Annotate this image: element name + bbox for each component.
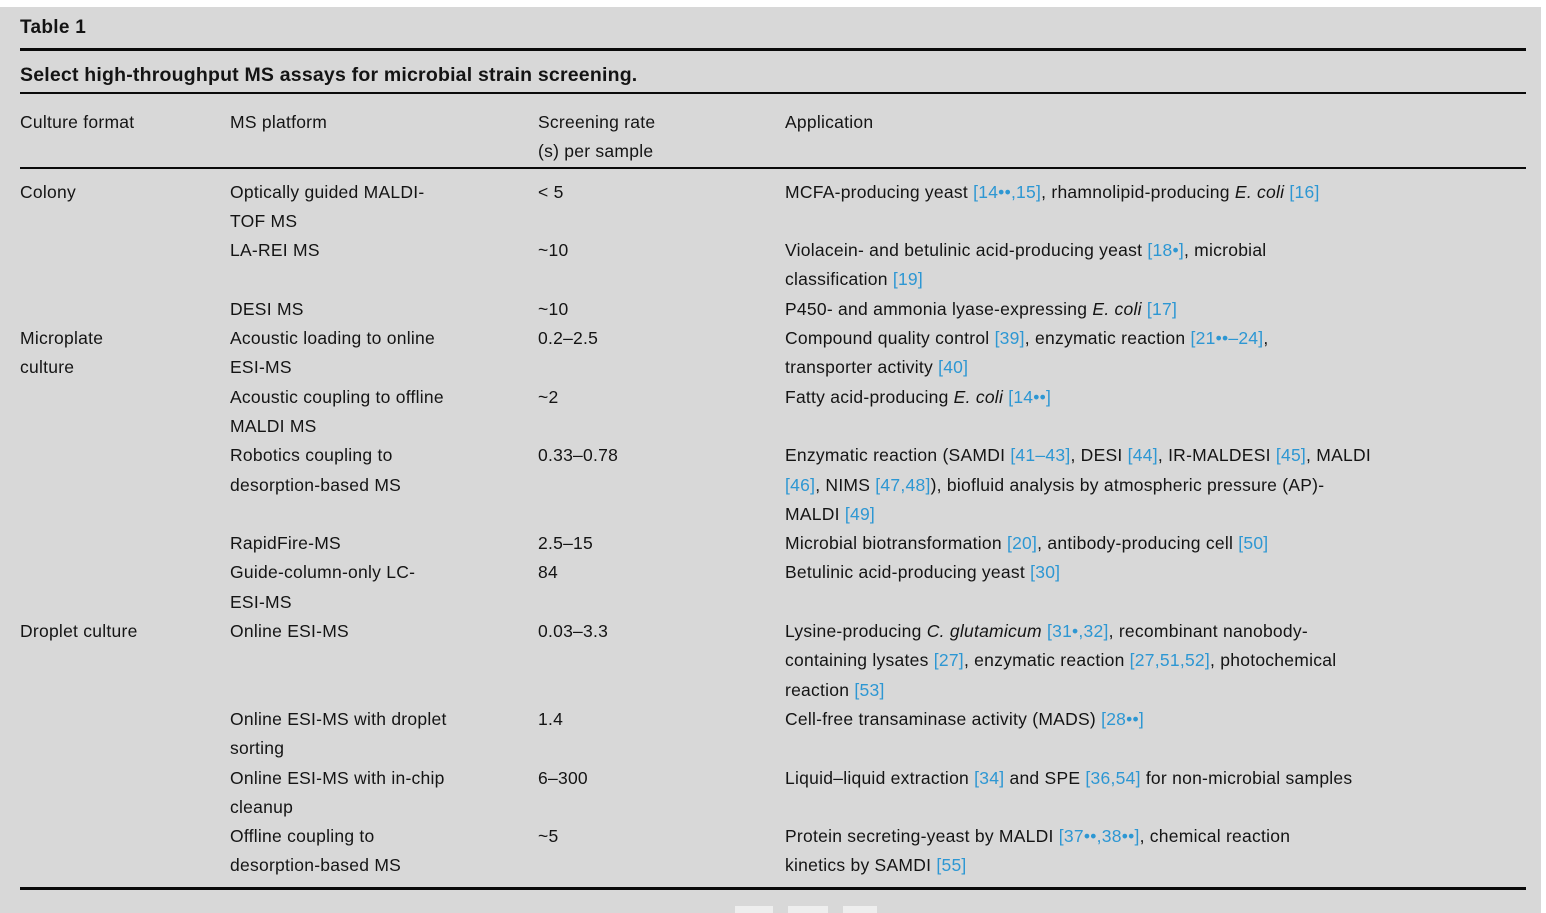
application-cell <box>785 441 1526 529</box>
cell-line: cleanup <box>230 796 294 817</box>
cutoff-fragment <box>788 906 828 913</box>
citation-link[interactable]: [17] <box>1146 298 1178 319</box>
cell-line: culture <box>20 357 75 378</box>
text-segment: transporter activity <box>785 357 939 378</box>
application-cell <box>785 822 1526 881</box>
cell-line <box>785 764 1526 793</box>
citation-link[interactable]: [28••] <box>1101 708 1145 729</box>
table-row <box>20 705 1526 764</box>
application-cell <box>785 764 1526 823</box>
citation-link[interactable]: [39] <box>994 328 1025 349</box>
cell-line: Colony <box>20 181 76 202</box>
cell-line: Acoustic coupling to offline <box>230 386 444 407</box>
rule-under-table-label <box>20 48 1526 51</box>
text-segment: P450- and ammonia lyase-expressing <box>785 298 1093 319</box>
table-row <box>20 295 1526 324</box>
citation-link[interactable]: [30] <box>1030 562 1061 583</box>
application-cell <box>785 705 1526 764</box>
application-cell <box>785 529 1526 558</box>
application-cell <box>785 383 1526 442</box>
citation-link[interactable]: [37••,38••] <box>1058 826 1140 847</box>
cell-line <box>785 851 1526 880</box>
cell-line <box>785 353 1526 382</box>
citation-link[interactable]: [14••,15] <box>973 181 1042 202</box>
column-header-label: Screening rate <box>538 112 656 132</box>
citation-link[interactable]: [36,54] <box>1085 767 1141 788</box>
text-segment: Lysine-producing <box>785 621 927 642</box>
ms-platform-cell <box>230 441 538 529</box>
text-segment: , rhamnolipid-producing <box>1041 181 1235 202</box>
application-cell <box>785 617 1526 705</box>
screening-rate-cell: 0.2–2.5 <box>538 328 599 349</box>
text-segment: E. coli <box>953 386 1004 407</box>
screening-rate-cell: 0.03–3.3 <box>538 621 609 642</box>
table-row <box>20 529 1526 558</box>
cell-line: Robotics coupling to <box>230 445 393 466</box>
citation-link[interactable]: [16] <box>1289 181 1320 202</box>
application-cell <box>785 324 1526 383</box>
citation-link[interactable]: [41–43] <box>1010 445 1071 466</box>
cell-line <box>785 529 1526 558</box>
text-segment: classification <box>785 269 893 290</box>
cell-line <box>785 646 1526 675</box>
citation-link[interactable]: [45] <box>1275 445 1307 466</box>
screening-rate-cell: 0.33–0.78 <box>538 445 619 466</box>
text-segment: Protein secreting-yeast by MALDI <box>785 826 1059 847</box>
column-header-label: Culture format <box>20 112 135 132</box>
culture-format-cell <box>20 178 230 237</box>
culture-format-cell <box>20 529 230 558</box>
page-margin-strip <box>0 0 1546 7</box>
table-body <box>20 169 1526 887</box>
ms-platform-cell <box>230 324 538 383</box>
text-segment: reaction <box>785 679 855 700</box>
text-segment: Betulinic acid-producing yeast <box>785 562 1031 583</box>
cell-line: Online ESI-MS with in-chip <box>230 767 445 788</box>
application-cell <box>785 558 1526 617</box>
citation-link[interactable]: [31•,32] <box>1046 621 1109 642</box>
cell-line <box>785 295 1526 324</box>
cell-line <box>785 471 1526 500</box>
text-segment: , MALDI <box>1306 445 1372 466</box>
text-segment: Compound quality control <box>785 328 995 349</box>
cell-line: TOF MS <box>230 210 298 231</box>
ms-platform-cell <box>230 617 538 705</box>
cell-line: ESI-MS <box>230 591 292 612</box>
table-content <box>20 7 1526 890</box>
culture-format-cell <box>20 558 230 617</box>
table-row <box>20 383 1526 442</box>
table-row <box>20 558 1526 617</box>
culture-format-cell <box>20 617 230 705</box>
column-header-sublabel: (s) per sample <box>538 141 654 162</box>
text-segment: , recombinant nanobody- <box>1108 621 1308 642</box>
text-segment: E. coli <box>1234 181 1285 202</box>
citation-link[interactable]: [49] <box>844 503 876 524</box>
table-row <box>20 178 1526 237</box>
citation-link[interactable]: [53] <box>854 679 885 700</box>
ms-platform-cell <box>230 529 538 558</box>
ms-platform-cell <box>230 822 538 881</box>
text-segment: , DESI <box>1070 445 1128 466</box>
text-segment: , chemical reaction <box>1139 826 1291 847</box>
cell-line: Microplate <box>20 328 104 349</box>
cell-line <box>785 178 1526 207</box>
text-segment: Microbial biotransformation <box>785 533 1007 554</box>
citation-link[interactable]: [18•] <box>1147 240 1184 261</box>
cell-line: DESI MS <box>230 298 304 319</box>
column-header-label: Application <box>785 112 874 132</box>
text-segment: Enzymatic reaction (SAMDI <box>785 445 1011 466</box>
screening-rate-cell: 84 <box>538 562 558 583</box>
text-segment: , <box>1263 328 1269 349</box>
text-segment: , enzymatic reaction <box>963 650 1130 671</box>
application-cell <box>785 178 1526 237</box>
citation-link[interactable]: [55] <box>936 855 967 876</box>
column-header-screening-rate <box>538 108 785 167</box>
culture-format-cell <box>20 295 230 324</box>
ms-platform-cell <box>230 295 538 324</box>
cell-line <box>785 236 1526 265</box>
cell-line: Optically guided MALDI- <box>230 181 425 202</box>
cell-line <box>785 617 1526 646</box>
text-segment: containing lysates <box>785 650 934 671</box>
citation-link[interactable]: [21••–24] <box>1190 328 1264 349</box>
text-segment: , antibody-producing cell <box>1037 533 1239 554</box>
text-segment: Violacein- and betulinic acid-producing yeast <box>785 240 1148 261</box>
text-segment: and SPE <box>1004 767 1086 788</box>
application-cell <box>785 295 1526 324</box>
cell-line: Guide-column-only LC- <box>230 562 416 583</box>
cell-line: RapidFire-MS <box>230 533 341 554</box>
citation-link[interactable]: [27,51,52] <box>1129 650 1211 671</box>
citation-link[interactable]: [14••] <box>1008 386 1052 407</box>
text-segment: MCFA-producing yeast <box>785 181 974 202</box>
culture-format-cell <box>20 441 230 529</box>
text-segment: E. coli <box>1092 298 1142 319</box>
table-row <box>20 764 1526 823</box>
text-segment: , microbial <box>1183 240 1267 261</box>
cell-line: Offline coupling to <box>230 826 375 847</box>
application-cell <box>785 236 1526 295</box>
cell-line <box>785 265 1526 294</box>
rule-bottom <box>20 887 1526 890</box>
ms-platform-cell <box>230 558 538 617</box>
culture-format-cell <box>20 236 230 295</box>
citation-link[interactable]: [46] <box>785 474 816 495</box>
culture-format-cell <box>20 324 230 383</box>
screening-rate-cell: < 5 <box>538 181 564 202</box>
culture-format-cell <box>20 705 230 764</box>
ms-platform-cell <box>230 236 538 295</box>
cell-line <box>785 558 1526 587</box>
citation-link[interactable]: [20] <box>1006 533 1038 554</box>
culture-format-cell <box>20 822 230 881</box>
cell-line: LA-REI MS <box>230 240 320 261</box>
text-segment: kinetics by SAMDI <box>785 855 937 876</box>
cell-line: ESI-MS <box>230 357 292 378</box>
cell-line: desorption-based MS <box>230 855 402 876</box>
text-segment: Liquid–liquid extraction <box>785 767 975 788</box>
cell-line <box>785 705 1526 734</box>
citation-link[interactable]: [19] <box>892 269 924 290</box>
citation-link[interactable]: [40] <box>938 357 969 378</box>
cell-line <box>785 822 1526 851</box>
screening-rate-cell: ~10 <box>538 298 569 319</box>
culture-format-cell <box>20 383 230 442</box>
screening-rate-cell: 2.5–15 <box>538 533 594 554</box>
screening-rate-cell: ~10 <box>538 240 569 261</box>
table-row <box>20 324 1526 383</box>
text-segment: , IR-MALDESI <box>1157 445 1276 466</box>
citation-link[interactable]: [50] <box>1238 533 1269 554</box>
cell-line <box>785 441 1526 470</box>
screening-rate-cell: 1.4 <box>538 708 564 729</box>
text-segment: ), biofluid analysis by atmospheric pressure (AP)- <box>930 474 1325 495</box>
table-header-row <box>20 94 1526 167</box>
cell-line: sorting <box>230 738 285 759</box>
cell-line <box>785 676 1526 705</box>
cell-line <box>785 383 1526 412</box>
cell-line: Online ESI-MS <box>230 621 349 642</box>
text-segment: , photochemical <box>1210 650 1337 671</box>
culture-format-cell <box>20 764 230 823</box>
table-row <box>20 441 1526 529</box>
screening-rate-cell: ~2 <box>538 386 559 407</box>
text-segment: , NIMS <box>815 474 876 495</box>
cutoff-fragment <box>843 906 877 913</box>
citation-link[interactable]: [44] <box>1127 445 1158 466</box>
table-row <box>20 236 1526 295</box>
ms-platform-cell <box>230 764 538 823</box>
citation-link[interactable]: [27] <box>933 650 964 671</box>
ms-platform-cell <box>230 178 538 237</box>
column-header-ms-platform <box>230 108 538 167</box>
column-header-application <box>785 108 1526 167</box>
text-segment: for non-microbial samples <box>1140 767 1353 788</box>
citation-link[interactable]: [47,48] <box>875 474 931 495</box>
text-segment: , enzymatic reaction <box>1024 328 1191 349</box>
ms-platform-cell <box>230 705 538 764</box>
text-segment: C. glutamicum <box>926 621 1042 642</box>
citation-link[interactable]: [34] <box>974 767 1005 788</box>
table-label: Table 1 <box>20 17 87 38</box>
text-segment: Cell-free transaminase activity (MADS) <box>785 708 1102 729</box>
cell-line <box>785 324 1526 353</box>
cutoff-fragment <box>735 906 773 913</box>
cell-line <box>785 500 1526 529</box>
ms-platform-cell <box>230 383 538 442</box>
column-header-culture-format <box>20 108 230 167</box>
text-segment: Fatty acid-producing <box>785 386 954 407</box>
cell-line: Acoustic loading to online <box>230 328 435 349</box>
table-caption: Select high-throughput MS assays for microbial strain screening. <box>20 64 638 86</box>
screening-rate-cell: 6–300 <box>538 767 588 788</box>
cell-line: MALDI MS <box>230 415 317 436</box>
cell-line: desorption-based MS <box>230 474 402 495</box>
screening-rate-cell: ~5 <box>538 826 559 847</box>
table-row <box>20 617 1526 705</box>
table-row <box>20 822 1526 881</box>
cell-line: Droplet culture <box>20 621 138 642</box>
column-header-label: MS platform <box>230 112 328 132</box>
cell-line: Online ESI-MS with droplet <box>230 708 447 729</box>
text-segment: MALDI <box>785 503 845 524</box>
